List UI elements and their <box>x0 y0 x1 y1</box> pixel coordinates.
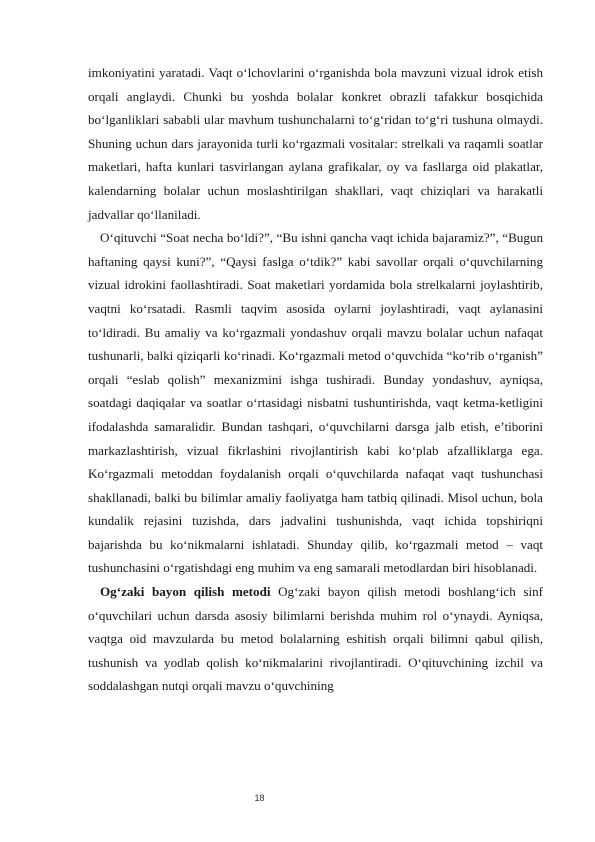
paragraph-2: O‘qituvchi “Soat necha bo‘ldi?”, “Bu ishni qancha vaqt ichida bajaramiz?”, “Bugun haftaning qaysi kuni?”, “Qaysi faslga o‘tdik?” kabi savollar orqali o‘quvchilarning vizual idrokini faollashtiradi. Soat maketlari yordamida bola strelkalarni joylashtirib, vaqtni ko‘rsatadi. Rasmli taqvim asosida oylarni joylashtiradi, vaqt aylanasini to‘ldiradi. Bu amaliy va ko‘rgazmali yondashuv orqali mavzu bolalar uchun nafaqat tushunarli, balki qiziqarli ko‘rinadi. Ko‘rgazmali metod o‘quvchida “ko‘rib o‘rganish” orqali “eslab qolish” mexanizmini ishga tushiradi. Bunday yondashuv, ayniqsa, soatdagi daqiqalar va soatlar o‘rtasidagi nisbatni tushuntirishda, vaqt ketma-ketligini ifodalashda samaralidir. Bundan tashqari, o‘quvchilarni darsga jalb etish, e’tiborini markazlashtirish, vizual fikrlashini rivojlantirish kabi ko‘plab afzalliklarga ega. Ko‘rgazmali metoddan foydalanish orqali o‘quvchilarda nafaqat vaqt tushunchasi shakllanadi, balki bu bilimlar amaliy faoliyatga ham tatbiq qilinadi. Misol uchun, bola kundalik rejasini tuzishda, dars jadvalini tushunishda, vaqt ichida topshiriqni bajarishda bu ko‘nikmalarni ishlatadi. Shunday qilib, ko‘rgazmali metod – vaqt tushunchasini o‘rgatishdagi eng muhim va eng samarali metodlardan biri hisoblanadi. <box>88 230 543 576</box>
paragraph-1: imkoniyatini yaratadi. Vaqt o‘lchovlarini o‘rganishda bola mavzuni vizual idrok etish orqali anglaydi. Chunki bu yoshda bolalar konkret obrazli tafakkur bosqichida bo‘lganliklari sababli ular mavhum tushunchalarni to‘g‘ridan to‘g‘ri tushuna olmaydi. Shuning uchun dars jarayonida turli ko‘rgazmali vositalar: strelkali va raqamli soatlar maketlari, hafta kunlari tasvirlangan aylana grafikalar, oy va fasllarga oid plakatlar, kalendarning bolalar uchun moslashtirilgan shakllari, vaqt chiziqlari va harakatli jadvallar qo‘llaniladi. <box>88 65 543 222</box>
page-number-label: 18 <box>254 793 265 803</box>
section-heading-oral-method: Og‘zaki bayon qilish metodi <box>100 584 271 600</box>
paragraph-3-body: Og‘zaki bayon qilish metodi boshlang‘ich sinf o‘quvchilari uchun darsda asosiy bilimlarni berishda muhim rol o‘ynaydi. Ayniqsa, vaqtga oid mavzularda bu metod bolalarning eshitish orqali bilimni qabul qilish, tushunish va yodlab qolish ko‘nikmalarini rivojlantiradi. O‘qituvchining izchil va soddalashgan nutqi orqali mavzu o‘quvchining <box>88 584 544 694</box>
page-number <box>0 793 595 803</box>
body-text <box>88 61 543 698</box>
paragraph-3 <box>88 580 543 698</box>
